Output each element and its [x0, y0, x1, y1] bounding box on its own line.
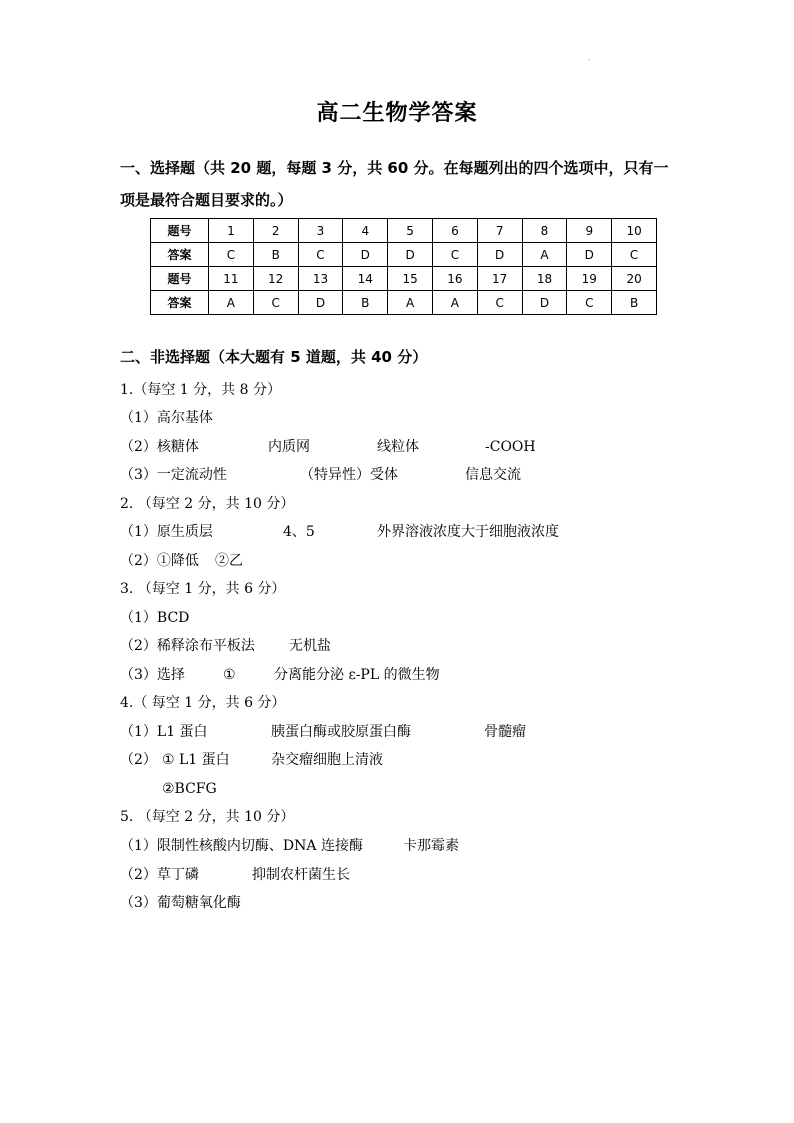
- answer-text: 3. （每空 1 分，共 6 分）: [120, 581, 286, 597]
- choice-answer-table: [150, 218, 657, 315]
- answer-text: （3）一定流动性: [120, 467, 227, 483]
- table-cell: 6: [432, 219, 477, 243]
- table-cell: 16: [432, 267, 477, 291]
- answer-text: 内质网: [268, 439, 310, 455]
- answer-text: （1）原生质层: [120, 524, 213, 540]
- answer-text: ②乙: [215, 553, 243, 569]
- table-cell: D: [522, 291, 567, 315]
- table-cell: 3: [298, 219, 343, 243]
- table-cell: D: [298, 291, 343, 315]
- table-cell: D: [388, 243, 433, 267]
- answer-text: 4、5: [283, 524, 315, 540]
- answer-text: 信息交流: [465, 467, 521, 483]
- table-cell: D: [477, 243, 522, 267]
- table-cell: 13: [298, 267, 343, 291]
- table-row: [151, 267, 657, 291]
- table-cell: 18: [522, 267, 567, 291]
- answer-text: （2）核糖体: [120, 439, 199, 455]
- answer-text: （2）①降低: [120, 553, 199, 569]
- table-cell: 1: [209, 219, 254, 243]
- answer-text: （1）L1 蛋白: [120, 724, 208, 740]
- answer-text: 杂交瘤细胞上清液: [271, 752, 383, 768]
- table-row: [151, 219, 657, 243]
- table-cell: 10: [612, 219, 657, 243]
- answer-text: ②BCFG: [162, 781, 217, 797]
- row-header-cell: 题号: [151, 219, 209, 243]
- answer-text: ① L1 蛋白: [162, 752, 230, 768]
- corner-mark: ·: [588, 56, 591, 64]
- answer-text: 抑制农杆菌生长: [252, 867, 350, 883]
- table-cell: 8: [522, 219, 567, 243]
- row-header-cell: 答案: [151, 243, 209, 267]
- table-cell: A: [388, 291, 433, 315]
- table-cell: C: [253, 291, 298, 315]
- table-row: [151, 243, 657, 267]
- table-cell: A: [209, 291, 254, 315]
- table-cell: 19: [567, 267, 612, 291]
- answer-text: （1）限制性核酸内切酶、DNA 连接酶: [120, 838, 363, 854]
- answer-text: ①: [223, 667, 236, 683]
- table-cell: B: [253, 243, 298, 267]
- table-cell: 15: [388, 267, 433, 291]
- table-cell: D: [343, 243, 388, 267]
- table-cell: A: [522, 243, 567, 267]
- table-cell: D: [567, 243, 612, 267]
- table-cell: 7: [477, 219, 522, 243]
- table-cell: B: [343, 291, 388, 315]
- table-cell: B: [612, 291, 657, 315]
- answer-text: 1.（每空 1 分，共 8 分）: [120, 382, 281, 398]
- answer-text: （2）草丁磷: [120, 867, 199, 883]
- answer-text: 5. （每空 2 分，共 10 分）: [120, 809, 295, 825]
- table-cell: 12: [253, 267, 298, 291]
- answer-text: 无机盐: [289, 638, 331, 654]
- section1-heading: 一、选择题（共 20 题，每题 3 分，共 60 分。在每题列出的四个选项中，只有一项是最符合题目要求的。）: [120, 159, 669, 209]
- row-header-cell: 题号: [151, 267, 209, 291]
- answer-text: 分离能分泌 ε-PL 的微生物: [274, 667, 440, 683]
- table-cell: C: [567, 291, 612, 315]
- answer-text: （2）: [120, 752, 157, 768]
- answer-text: （1）高尔基体: [120, 410, 213, 426]
- answer-text: 外界溶液浓度大于细胞液浓度: [377, 524, 559, 540]
- answer-text: -COOH: [485, 439, 536, 455]
- table-cell: 11: [209, 267, 254, 291]
- table-cell: 20: [612, 267, 657, 291]
- answer-text: 线粒体: [377, 439, 419, 455]
- table-cell: C: [432, 243, 477, 267]
- answer-text: （2）稀释涂布平板法: [120, 638, 255, 654]
- table-cell: C: [298, 243, 343, 267]
- table-cell: 4: [343, 219, 388, 243]
- answer-text: （3）葡萄糖氧化酶: [120, 895, 241, 911]
- page-title: 高二生物学答案: [316, 101, 478, 126]
- answer-text: （特异性）受体: [300, 467, 398, 483]
- table-cell: C: [612, 243, 657, 267]
- answer-text: 4.（ 每空 1 分，共 6 分）: [120, 695, 286, 711]
- answer-text: （1）BCD: [120, 610, 190, 626]
- answer-text: （3）选择: [120, 667, 185, 683]
- row-header-cell: 答案: [151, 291, 209, 315]
- answer-text: 骨髓瘤: [484, 724, 526, 740]
- table-cell: C: [477, 291, 522, 315]
- table-cell: 17: [477, 267, 522, 291]
- table-cell: A: [432, 291, 477, 315]
- table-cell: 5: [388, 219, 433, 243]
- table-cell: C: [209, 243, 254, 267]
- table-cell: 14: [343, 267, 388, 291]
- table-cell: 2: [253, 219, 298, 243]
- answer-text: 2. （每空 2 分，共 10 分）: [120, 496, 295, 512]
- table-row: [151, 291, 657, 315]
- section2-heading: 二、非选择题（本大题有 5 道题，共 40 分）: [120, 348, 428, 366]
- answer-text: 卡那霉素: [403, 838, 459, 854]
- table-cell: 9: [567, 219, 612, 243]
- answer-text: 胰蛋白酶或胶原蛋白酶: [271, 724, 411, 740]
